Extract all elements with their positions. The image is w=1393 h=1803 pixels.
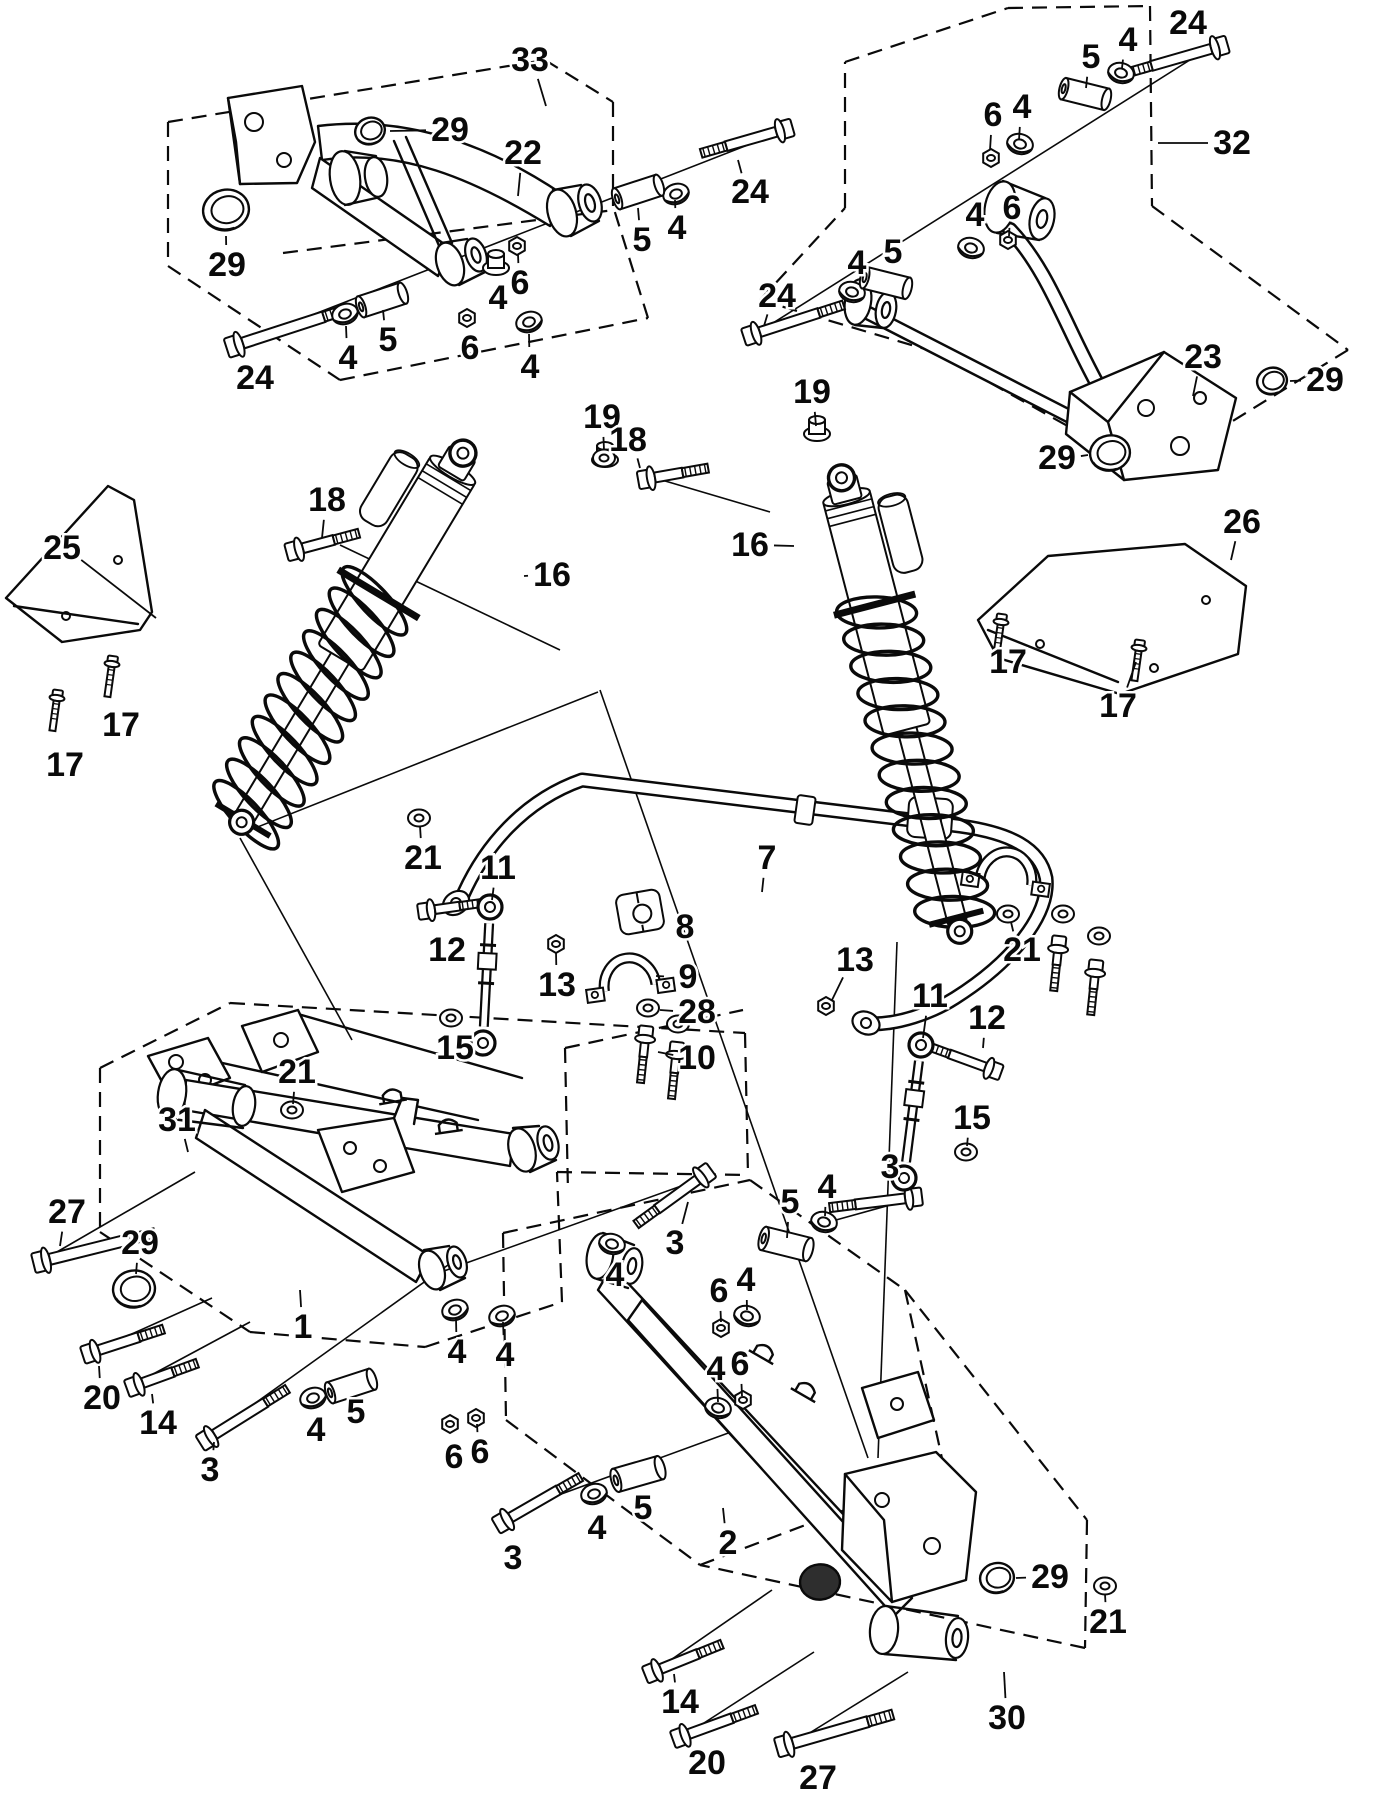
leader-line bbox=[383, 310, 384, 320]
leader-line bbox=[738, 160, 742, 173]
part-number-label: 28 bbox=[678, 993, 716, 1031]
leader-line bbox=[99, 1366, 100, 1378]
washer-28 bbox=[1052, 906, 1074, 923]
leader-line bbox=[136, 1263, 137, 1274]
dashed-boundary bbox=[745, 1033, 748, 1175]
flange-bolt-14 bbox=[123, 1352, 202, 1400]
part-number-label: 12 bbox=[428, 931, 466, 969]
part-number-label: 9 bbox=[678, 958, 698, 996]
clamp-bolt-10 bbox=[631, 1025, 657, 1084]
axis-line bbox=[662, 1590, 772, 1666]
cylinder-end bbox=[534, 1124, 562, 1162]
part-number-label: 13 bbox=[538, 966, 576, 1004]
leader-line bbox=[990, 135, 991, 150]
leader-line bbox=[741, 1384, 742, 1396]
washer-4 bbox=[809, 1209, 839, 1235]
part-number-label: 29 bbox=[121, 1224, 159, 1262]
leader-line bbox=[152, 1394, 153, 1403]
cylinder-end bbox=[574, 182, 606, 225]
leader-line bbox=[346, 326, 347, 338]
part-number-label: 21 bbox=[278, 1053, 316, 1091]
part-number-label: 3 bbox=[503, 1539, 523, 1577]
part-number-label: 13 bbox=[836, 941, 874, 979]
flange-bolt-20 bbox=[79, 1318, 167, 1367]
leader-line bbox=[787, 1222, 788, 1238]
part-number-label: 5 bbox=[378, 321, 398, 359]
leader-line bbox=[1011, 922, 1013, 931]
part-number-label: 6 bbox=[460, 329, 480, 367]
washer-28 bbox=[1088, 928, 1110, 945]
washer-4 bbox=[487, 1302, 518, 1329]
nut-6 bbox=[468, 1409, 484, 1427]
leader-line bbox=[1122, 60, 1123, 68]
cylinder-end bbox=[944, 1617, 969, 1659]
part-number-label: 24 bbox=[236, 359, 274, 397]
part-number-label: 25 bbox=[43, 529, 81, 567]
part-number-label: 11 bbox=[912, 977, 948, 1015]
hose-clip bbox=[749, 1339, 779, 1364]
leader-line bbox=[322, 520, 324, 538]
washer-4 bbox=[298, 1384, 329, 1411]
stabilizer-link-11 bbox=[470, 894, 502, 1055]
part-number-label: 29 bbox=[1031, 1558, 1069, 1596]
leader-line bbox=[538, 79, 546, 106]
part-number-label: 18 bbox=[609, 421, 647, 459]
leader-line bbox=[300, 1290, 301, 1307]
part-outline bbox=[228, 86, 315, 184]
part-number-label: 4 bbox=[817, 1168, 837, 1206]
part-number-label: 19 bbox=[793, 373, 831, 411]
washer-4 bbox=[579, 1481, 610, 1507]
screw-17 bbox=[100, 655, 121, 698]
part-number-label: 17 bbox=[989, 643, 1027, 681]
leader-line bbox=[603, 437, 604, 450]
end-cap-dark bbox=[799, 1563, 842, 1602]
leader-line bbox=[185, 1139, 188, 1152]
part-number-label: 4 bbox=[495, 1336, 515, 1374]
leader-line bbox=[60, 1232, 62, 1246]
leader-line bbox=[1019, 127, 1020, 140]
part-number-label: 29 bbox=[208, 246, 246, 284]
washer-15 bbox=[440, 1010, 462, 1027]
part-number-label: 5 bbox=[780, 1183, 800, 1221]
cylinder-end bbox=[868, 1605, 900, 1655]
part-number-label: 24 bbox=[1169, 4, 1207, 42]
flange-bolt-24 bbox=[698, 116, 796, 165]
part-number-label: 2 bbox=[718, 1524, 738, 1562]
washer-4 bbox=[440, 1296, 471, 1323]
part-number-label: 12 bbox=[968, 999, 1006, 1037]
dashed-boundary bbox=[545, 60, 613, 102]
spacer-sleeve-5 bbox=[608, 1455, 668, 1493]
part-number-label: 6 bbox=[730, 1345, 750, 1383]
nut-13 bbox=[548, 935, 564, 953]
part-number-label: 4 bbox=[965, 196, 985, 234]
leader-line bbox=[637, 458, 640, 468]
leader-line bbox=[983, 1038, 984, 1048]
part-number-label: 26 bbox=[1223, 503, 1261, 541]
part-number-label: 20 bbox=[83, 1379, 121, 1417]
leader-line bbox=[832, 977, 843, 1000]
end-cap-29 bbox=[111, 1268, 158, 1310]
nut-6 bbox=[1000, 231, 1016, 249]
part-number-label: 15 bbox=[436, 1029, 474, 1067]
flange-bolt-3 bbox=[194, 1379, 294, 1454]
hose-clip bbox=[791, 1377, 821, 1402]
dashed-boundary bbox=[168, 60, 545, 122]
lower-arm-2 bbox=[583, 1231, 976, 1660]
washer-21 bbox=[997, 906, 1019, 923]
part-number-label: 5 bbox=[346, 1393, 366, 1431]
flange-nut-19 bbox=[804, 416, 830, 441]
leader-line bbox=[420, 826, 421, 838]
nut-6 bbox=[735, 1391, 751, 1409]
part-number-label: 32 bbox=[1213, 124, 1251, 162]
end-cap-29 bbox=[1254, 364, 1290, 397]
fastener-parts bbox=[30, 33, 1290, 1761]
part-number-label: 5 bbox=[883, 233, 903, 271]
cylinder-end bbox=[849, 1007, 884, 1039]
part-number-label: 6 bbox=[983, 96, 1003, 134]
leader-line bbox=[723, 1508, 725, 1523]
washer-4 bbox=[956, 235, 986, 261]
leader-line bbox=[762, 878, 764, 892]
leader-line bbox=[815, 412, 816, 426]
axis-line bbox=[690, 1652, 814, 1732]
part-number-label: 19 bbox=[583, 398, 621, 436]
axis-line bbox=[762, 46, 1212, 330]
bushing-clamp-9 bbox=[582, 952, 675, 1003]
part-number-label: 27 bbox=[799, 1759, 837, 1797]
part-number-label: 17 bbox=[46, 746, 84, 784]
leader-line bbox=[1086, 77, 1087, 88]
leader-line bbox=[503, 1322, 504, 1335]
axis-line bbox=[430, 1180, 698, 1276]
part-number-label: 18 bbox=[308, 481, 346, 519]
part-number-label: 3 bbox=[665, 1224, 685, 1262]
stabilizer-bushing-8 bbox=[615, 888, 665, 935]
part-number-label: 17 bbox=[1099, 687, 1137, 725]
dashed-boundary bbox=[503, 1180, 750, 1233]
part-outline bbox=[862, 1372, 934, 1438]
bar-collar bbox=[794, 795, 816, 825]
part-number-label: 5 bbox=[633, 1489, 653, 1527]
washer-28 bbox=[637, 1000, 659, 1017]
dashed-boundary bbox=[1152, 206, 1348, 350]
leader-line bbox=[390, 130, 426, 131]
part-number-label: 4 bbox=[338, 339, 358, 377]
leader-line bbox=[213, 1442, 214, 1450]
cylinder-end bbox=[1026, 196, 1058, 242]
part-number-label: 14 bbox=[661, 1683, 699, 1721]
washer-21 bbox=[1094, 1578, 1116, 1595]
dashed-boundary bbox=[1150, 6, 1152, 206]
axis-line bbox=[655, 478, 770, 512]
nut-6 bbox=[983, 149, 999, 167]
dashed-boundary bbox=[1085, 1520, 1087, 1648]
part-number-label: 29 bbox=[431, 111, 469, 149]
part-number-label: 6 bbox=[1002, 189, 1022, 227]
part-number-label: 4 bbox=[488, 279, 508, 317]
part-number-label: 24 bbox=[731, 173, 769, 211]
part-number-label: 4 bbox=[520, 348, 540, 386]
part-number-label: 16 bbox=[533, 556, 571, 594]
part-number-label: 5 bbox=[632, 221, 652, 259]
spacer-sleeve-5 bbox=[610, 173, 667, 210]
nut-6 bbox=[442, 1415, 458, 1433]
part-number-label: 4 bbox=[605, 1256, 625, 1294]
leader-line bbox=[1004, 1672, 1005, 1698]
part-number-label: 6 bbox=[444, 1438, 464, 1476]
leader-line bbox=[1081, 455, 1088, 456]
end-cap-29 bbox=[977, 1560, 1016, 1596]
part-outline bbox=[1010, 230, 1104, 396]
flange-bolt-3 bbox=[490, 1467, 587, 1537]
part-number-label: 3 bbox=[880, 1148, 900, 1186]
washer-21 bbox=[281, 1102, 303, 1119]
leader-line bbox=[967, 1138, 968, 1146]
dashed-boundary bbox=[845, 8, 1008, 62]
flange-bolt-18 bbox=[636, 456, 710, 492]
part-number-label: 21 bbox=[1089, 1603, 1127, 1641]
washer-4 bbox=[1106, 60, 1136, 86]
part-number-label: 14 bbox=[139, 1404, 177, 1442]
part-number-label: 6 bbox=[510, 264, 530, 302]
part-number-label: 21 bbox=[404, 839, 442, 877]
part-number-label: 4 bbox=[306, 1411, 326, 1449]
leader-line bbox=[660, 1010, 673, 1011]
part-number-labels bbox=[43, 4, 1344, 1797]
washer-21 bbox=[408, 810, 430, 827]
part-number-label: 20 bbox=[688, 1744, 726, 1782]
dashed-boundary bbox=[1008, 6, 1150, 8]
nut-6 bbox=[509, 237, 525, 255]
nut-6 bbox=[459, 309, 475, 327]
part-number-label: 4 bbox=[1012, 88, 1032, 126]
clamp-bolt bbox=[1081, 959, 1107, 1016]
part-number-label: 31 bbox=[158, 1101, 196, 1139]
leader-line bbox=[774, 545, 794, 546]
part-number-label: 4 bbox=[587, 1509, 607, 1547]
leader-line bbox=[717, 1389, 718, 1402]
part-number-label: 23 bbox=[1184, 338, 1222, 376]
dashed-boundary bbox=[557, 1172, 748, 1175]
spacer-sleeve-5 bbox=[1057, 77, 1113, 111]
part-number-label: 6 bbox=[470, 1433, 490, 1471]
part-number-label: 29 bbox=[1038, 439, 1076, 477]
leader-line bbox=[1231, 541, 1235, 560]
washer-4 bbox=[514, 308, 545, 335]
part-number-label: 6 bbox=[709, 1272, 729, 1310]
leader-line bbox=[293, 1092, 294, 1104]
part-number-label: 3 bbox=[200, 1451, 220, 1489]
spacer-sleeve-5 bbox=[756, 1226, 815, 1263]
part-number-label: 10 bbox=[678, 1039, 716, 1077]
washer-15 bbox=[955, 1144, 977, 1161]
part-number-label: 22 bbox=[504, 134, 542, 172]
part-number-label: 33 bbox=[511, 41, 549, 79]
shock-absorber-16-right bbox=[797, 451, 1019, 954]
clamp-bolt bbox=[1044, 935, 1070, 992]
part-number-label: 16 bbox=[731, 526, 769, 564]
part-number-label: 4 bbox=[706, 1350, 726, 1388]
flange-bolt-27 bbox=[773, 1702, 896, 1760]
part-number-label: 4 bbox=[447, 1333, 467, 1371]
label-leader-lines bbox=[60, 60, 1301, 1698]
part-number-label: 1 bbox=[293, 1308, 313, 1346]
part-number-label: 24 bbox=[758, 277, 796, 315]
end-cap-29 bbox=[199, 185, 252, 234]
part-number-label: 4 bbox=[847, 244, 867, 282]
part-number-label: 15 bbox=[953, 1099, 991, 1137]
part-number-label: 4 bbox=[736, 1261, 756, 1299]
part-number-label: 8 bbox=[675, 908, 695, 946]
part-number-label: 4 bbox=[1118, 21, 1138, 59]
part-number-label: 21 bbox=[1003, 931, 1041, 969]
leader-line bbox=[682, 1202, 688, 1224]
dashed-boundary bbox=[557, 1172, 562, 1302]
flange-bolt-14 bbox=[641, 1633, 727, 1686]
dashed-boundary bbox=[565, 1048, 568, 1192]
shock-absorber-16-left bbox=[182, 411, 510, 861]
screw-17 bbox=[45, 689, 66, 732]
leader-line bbox=[674, 1674, 675, 1682]
part-number-label: 4 bbox=[667, 209, 687, 247]
part-number-label: 27 bbox=[48, 1193, 86, 1231]
part-number-label: 7 bbox=[757, 839, 777, 877]
part-number-label: 30 bbox=[988, 1699, 1026, 1737]
part-number-label: 5 bbox=[1081, 38, 1101, 76]
part-number-label: 17 bbox=[102, 706, 140, 744]
cylinder-end bbox=[443, 1244, 470, 1280]
part-number-label: 11 bbox=[480, 849, 516, 887]
upper-a-arm-left-22 bbox=[228, 86, 606, 289]
part-number-label: 29 bbox=[1306, 361, 1344, 399]
leader-line bbox=[638, 208, 639, 220]
